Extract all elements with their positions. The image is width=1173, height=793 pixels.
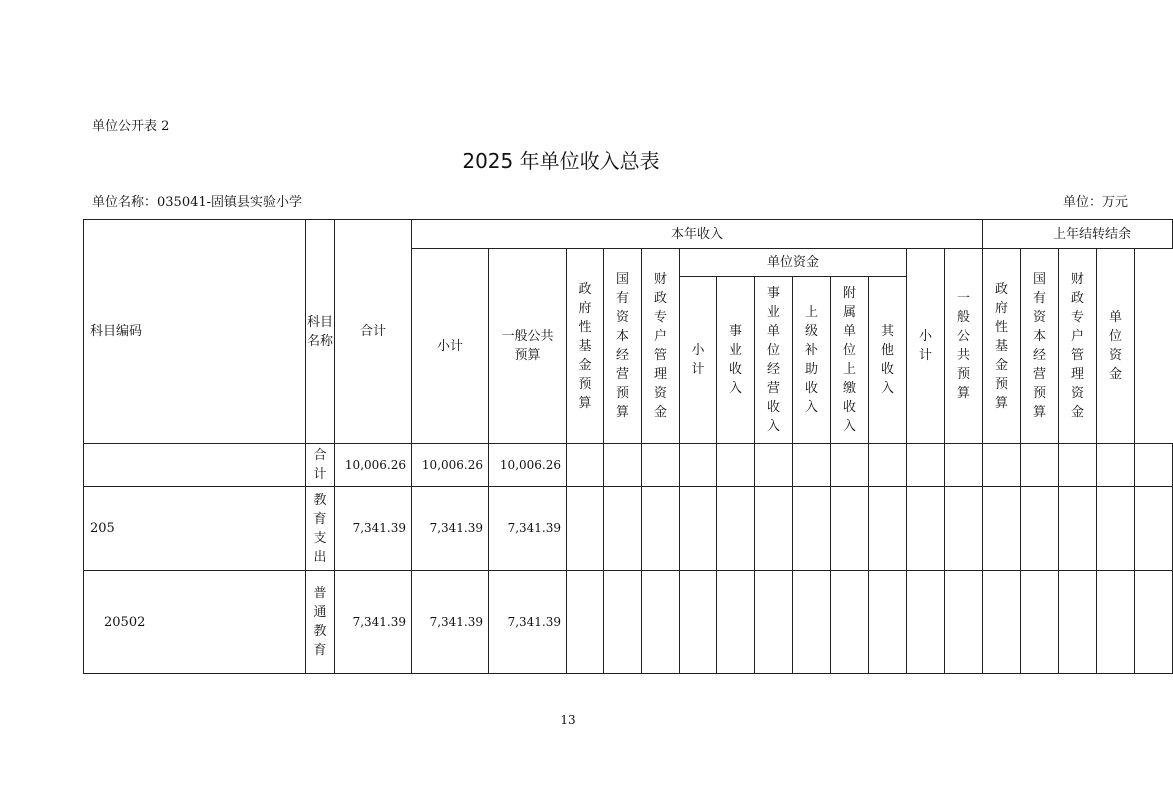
header-total: 合计 bbox=[335, 220, 412, 444]
row-total: 7,341.39 bbox=[335, 571, 412, 674]
unit-label: 单位：万元 bbox=[1063, 195, 1129, 210]
income-table bbox=[83, 219, 1132, 679]
header-co-general: 一般公共预算 bbox=[945, 249, 983, 444]
page-number: 13 bbox=[560, 713, 576, 727]
unit-name: 单位名称：035041-固镇县实验小学 bbox=[92, 195, 303, 210]
header-unit-funds: 单位资金 bbox=[680, 249, 907, 277]
header-general-budget: 一般公共预算 bbox=[489, 249, 567, 444]
header-state-capital: 国有资本经营预算 bbox=[604, 249, 642, 444]
row-general: 10,006.26 bbox=[489, 444, 567, 487]
header-uf-affiliate: 附属单位上缴收入 bbox=[831, 277, 869, 444]
header-co-state-capital: 国有资本经营预算 bbox=[1021, 249, 1059, 444]
row-name: 普通教育 bbox=[306, 571, 335, 674]
header-carry-over: 上年结转结余 bbox=[983, 220, 1173, 249]
table-number: 单位公开表 2 bbox=[92, 119, 170, 134]
document-title: 2025 年单位收入总表 bbox=[462, 149, 660, 173]
table-row bbox=[84, 571, 1173, 674]
header-uf-subtotal: 小计 bbox=[680, 277, 717, 444]
table-row bbox=[84, 444, 1173, 487]
row-total: 7,341.39 bbox=[335, 487, 412, 571]
header-current-year: 本年收入 bbox=[412, 220, 983, 249]
row-subtotal: 7,341.39 bbox=[412, 571, 489, 674]
header-uf-business: 事业收入 bbox=[717, 277, 755, 444]
header-uf-operating: 事业单位经营收入 bbox=[755, 277, 793, 444]
row-code: 20502 bbox=[84, 571, 306, 674]
row-code: 205 bbox=[84, 487, 306, 571]
header-co-gov-fund: 政府性基金预算 bbox=[983, 249, 1021, 444]
header-fiscal-special: 财政专户管理资金 bbox=[642, 249, 680, 444]
row-general: 7,341.39 bbox=[489, 487, 567, 571]
header-uf-subsidy: 上级补助收入 bbox=[793, 277, 831, 444]
header-name: 科目名称 bbox=[306, 220, 335, 444]
row-code bbox=[84, 444, 306, 487]
header-co-unit-funds: 单位资金 bbox=[1097, 249, 1135, 444]
header-co-fiscal-special: 财政专户管理资金 bbox=[1059, 249, 1097, 444]
header-subtotal: 小计 bbox=[412, 249, 489, 444]
header-co-subtotal: 小计 bbox=[907, 249, 945, 444]
header-code: 科目编码 bbox=[84, 220, 306, 444]
row-name: 教育支出 bbox=[306, 487, 335, 571]
row-total: 10,006.26 bbox=[335, 444, 412, 487]
header-uf-other: 其他收入 bbox=[869, 277, 907, 444]
row-name: 合计 bbox=[306, 444, 335, 487]
header-gov-fund: 政府性基金预算 bbox=[567, 249, 604, 444]
table-row bbox=[84, 487, 1173, 571]
row-general: 7,341.39 bbox=[489, 571, 567, 674]
row-subtotal: 7,341.39 bbox=[412, 487, 489, 571]
row-subtotal: 10,006.26 bbox=[412, 444, 489, 487]
